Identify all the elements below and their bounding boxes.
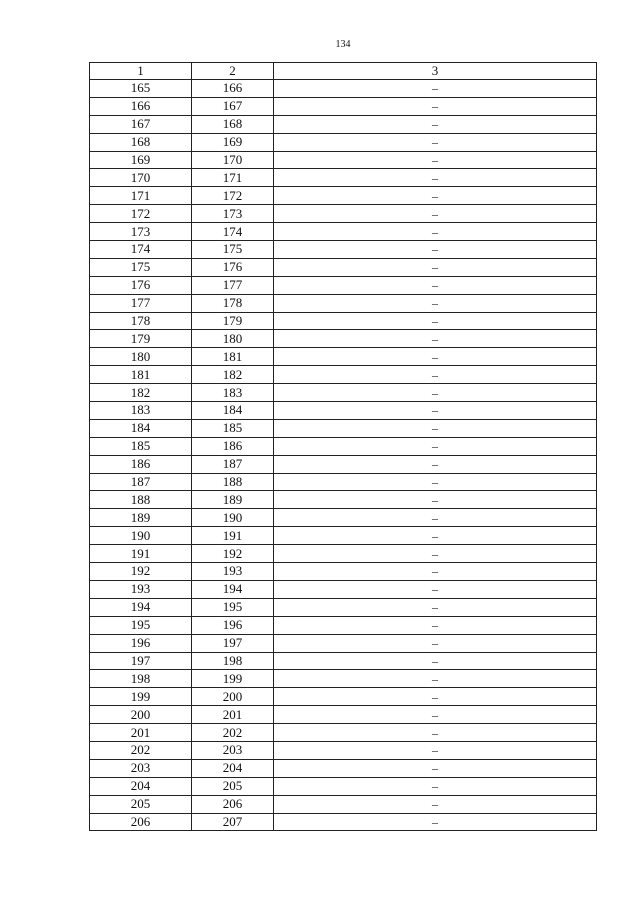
table-row <box>90 634 597 652</box>
table-row <box>90 330 597 348</box>
table-cell-col3: – <box>274 759 597 777</box>
table-cell-col3: – <box>274 187 597 205</box>
table-row <box>90 545 597 563</box>
table-cell-col2: 199 <box>192 670 274 688</box>
table-row <box>90 527 597 545</box>
table-row <box>90 724 597 742</box>
table-cell-col2: 183 <box>192 384 274 402</box>
table-cell-col3: – <box>274 437 597 455</box>
table-cell-col2: 195 <box>192 598 274 616</box>
table-cell-col3: – <box>274 151 597 169</box>
table-cell-col3: – <box>274 205 597 223</box>
table-row <box>90 205 597 223</box>
table-cell-col2: 194 <box>192 580 274 598</box>
table-row <box>90 688 597 706</box>
table-cell-col2: 174 <box>192 223 274 241</box>
table-row <box>90 258 597 276</box>
table-row <box>90 509 597 527</box>
table-cell-col3: – <box>274 115 597 133</box>
table-row <box>90 580 597 598</box>
table-row <box>90 151 597 169</box>
table-cell-col1: 181 <box>90 366 192 384</box>
table-row <box>90 241 597 259</box>
table-cell-col3: – <box>274 795 597 813</box>
table-cell-col1: 203 <box>90 759 192 777</box>
table-cell-col2: 175 <box>192 241 274 259</box>
table-cell-col3: – <box>274 366 597 384</box>
table-cell-col3: – <box>274 634 597 652</box>
table-cell-col3: – <box>274 473 597 491</box>
table-cell-col2: 169 <box>192 133 274 151</box>
table-row <box>90 169 597 187</box>
table-cell-col1: 206 <box>90 813 192 831</box>
table-cell-col1: 192 <box>90 563 192 581</box>
table-row <box>90 97 597 115</box>
table-cell-col1: 205 <box>90 795 192 813</box>
table-row <box>90 402 597 420</box>
table-row <box>90 419 597 437</box>
table-row <box>90 813 597 831</box>
table-cell-col1: 171 <box>90 187 192 205</box>
table-cell-col1: 180 <box>90 348 192 366</box>
table-cell-col2: 168 <box>192 115 274 133</box>
table-row <box>90 777 597 795</box>
table-row <box>90 795 597 813</box>
table-cell-col1: 165 <box>90 80 192 98</box>
table-cell-col1: 184 <box>90 419 192 437</box>
table-cell-col3: – <box>274 545 597 563</box>
table-cell-col3: – <box>274 706 597 724</box>
table-cell-col2: 177 <box>192 276 274 294</box>
table-row <box>90 223 597 241</box>
table-cell-col1: 167 <box>90 115 192 133</box>
table-cell-col1: 198 <box>90 670 192 688</box>
table-cell-col1: 189 <box>90 509 192 527</box>
table-cell-col3: – <box>274 258 597 276</box>
page-number: 134 <box>335 39 351 50</box>
table-cell-col1: 168 <box>90 133 192 151</box>
table-cell-col3: – <box>274 133 597 151</box>
table-row <box>90 563 597 581</box>
table-cell-col3: – <box>274 580 597 598</box>
table-cell-col2: 181 <box>192 348 274 366</box>
table-cell-col2: 176 <box>192 258 274 276</box>
table-cell-col2: 167 <box>192 97 274 115</box>
table-cell-col2: 198 <box>192 652 274 670</box>
table-cell-col3: – <box>274 563 597 581</box>
table-cell-col1: 177 <box>90 294 192 312</box>
table-cell-col1: 204 <box>90 777 192 795</box>
table-cell-col1: 182 <box>90 384 192 402</box>
table-row <box>90 366 597 384</box>
table-cell-col3: – <box>274 169 597 187</box>
table-cell-col2: 206 <box>192 795 274 813</box>
table-cell-col1: 166 <box>90 97 192 115</box>
table-cell-col1: 186 <box>90 455 192 473</box>
table-row <box>90 759 597 777</box>
table-cell-col3: – <box>274 670 597 688</box>
table-cell-col2: 190 <box>192 509 274 527</box>
table-cell-col2: 187 <box>192 455 274 473</box>
table-cell-col1: 188 <box>90 491 192 509</box>
table-cell-col3: – <box>274 777 597 795</box>
table-cell-col1: 175 <box>90 258 192 276</box>
table-cell-col2: 170 <box>192 151 274 169</box>
table-cell-col2: 191 <box>192 527 274 545</box>
column-header-3: 3 <box>274 63 597 80</box>
table-cell-col2: 189 <box>192 491 274 509</box>
table-cell-col2: 166 <box>192 80 274 98</box>
table-cell-col1: 202 <box>90 741 192 759</box>
table-cell-col3: – <box>274 813 597 831</box>
table-cell-col3: – <box>274 312 597 330</box>
table-cell-col3: – <box>274 616 597 634</box>
table-cell-col3: – <box>274 527 597 545</box>
table-cell-col2: 173 <box>192 205 274 223</box>
table-row <box>90 80 597 98</box>
table-cell-col1: 201 <box>90 724 192 742</box>
table-cell-col1: 187 <box>90 473 192 491</box>
table-cell-col1: 173 <box>90 223 192 241</box>
table-cell-col3: – <box>274 330 597 348</box>
table-row <box>90 348 597 366</box>
table-cell-col2: 204 <box>192 759 274 777</box>
table-cell-col1: 170 <box>90 169 192 187</box>
table-cell-col3: – <box>274 724 597 742</box>
table-row <box>90 294 597 312</box>
table-cell-col3: – <box>274 276 597 294</box>
table-row <box>90 706 597 724</box>
data-table <box>89 62 597 831</box>
table-cell-col1: 196 <box>90 634 192 652</box>
table-cell-col2: 171 <box>192 169 274 187</box>
table-cell-col2: 203 <box>192 741 274 759</box>
table-cell-col2: 188 <box>192 473 274 491</box>
table-cell-col2: 179 <box>192 312 274 330</box>
table-cell-col2: 180 <box>192 330 274 348</box>
table-cell-col1: 200 <box>90 706 192 724</box>
table-cell-col3: – <box>274 241 597 259</box>
column-header-2: 2 <box>192 63 274 80</box>
table-cell-col3: – <box>274 419 597 437</box>
table-cell-col1: 169 <box>90 151 192 169</box>
table-cell-col3: – <box>274 491 597 509</box>
table-row <box>90 187 597 205</box>
table-cell-col1: 190 <box>90 527 192 545</box>
table-row <box>90 384 597 402</box>
table-cell-col3: – <box>274 402 597 420</box>
table-row <box>90 491 597 509</box>
table-cell-col1: 195 <box>90 616 192 634</box>
table-cell-col3: – <box>274 348 597 366</box>
table-row <box>90 670 597 688</box>
table-row <box>90 616 597 634</box>
table-cell-col2: 197 <box>192 634 274 652</box>
table-cell-col1: 176 <box>90 276 192 294</box>
table-row <box>90 115 597 133</box>
table-cell-col2: 193 <box>192 563 274 581</box>
table-cell-col2: 178 <box>192 294 274 312</box>
table-cell-col2: 196 <box>192 616 274 634</box>
table-cell-col1: 179 <box>90 330 192 348</box>
table-cell-col2: 200 <box>192 688 274 706</box>
table-cell-col1: 185 <box>90 437 192 455</box>
table-row <box>90 437 597 455</box>
table-cell-col2: 186 <box>192 437 274 455</box>
table-cell-col3: – <box>274 97 597 115</box>
table-row <box>90 652 597 670</box>
table-cell-col2: 182 <box>192 366 274 384</box>
table-cell-col1: 172 <box>90 205 192 223</box>
table-cell-col3: – <box>274 598 597 616</box>
table-cell-col1: 178 <box>90 312 192 330</box>
table-row <box>90 473 597 491</box>
table-row <box>90 598 597 616</box>
table-cell-col2: 205 <box>192 777 274 795</box>
table-row <box>90 741 597 759</box>
table-cell-col1: 191 <box>90 545 192 563</box>
table-cell-col1: 194 <box>90 598 192 616</box>
table-cell-col3: – <box>274 384 597 402</box>
table-cell-col2: 201 <box>192 706 274 724</box>
column-header-1: 1 <box>90 63 192 80</box>
table-header-row <box>90 63 597 80</box>
table-cell-col2: 184 <box>192 402 274 420</box>
table-body <box>90 80 597 831</box>
table-cell-col3: – <box>274 223 597 241</box>
table-cell-col1: 183 <box>90 402 192 420</box>
table-cell-col3: – <box>274 455 597 473</box>
table-row <box>90 133 597 151</box>
table-row <box>90 455 597 473</box>
table-cell-col1: 174 <box>90 241 192 259</box>
table-cell-col3: – <box>274 80 597 98</box>
table-cell-col1: 199 <box>90 688 192 706</box>
table-row <box>90 276 597 294</box>
table-cell-col3: – <box>274 741 597 759</box>
table-cell-col2: 202 <box>192 724 274 742</box>
table-cell-col3: – <box>274 509 597 527</box>
table-cell-col2: 192 <box>192 545 274 563</box>
table-cell-col3: – <box>274 688 597 706</box>
table-cell-col1: 193 <box>90 580 192 598</box>
table-cell-col2: 172 <box>192 187 274 205</box>
table-cell-col2: 185 <box>192 419 274 437</box>
table-row <box>90 312 597 330</box>
table-cell-col2: 207 <box>192 813 274 831</box>
table-cell-col1: 197 <box>90 652 192 670</box>
table-cell-col3: – <box>274 294 597 312</box>
table-cell-col3: – <box>274 652 597 670</box>
